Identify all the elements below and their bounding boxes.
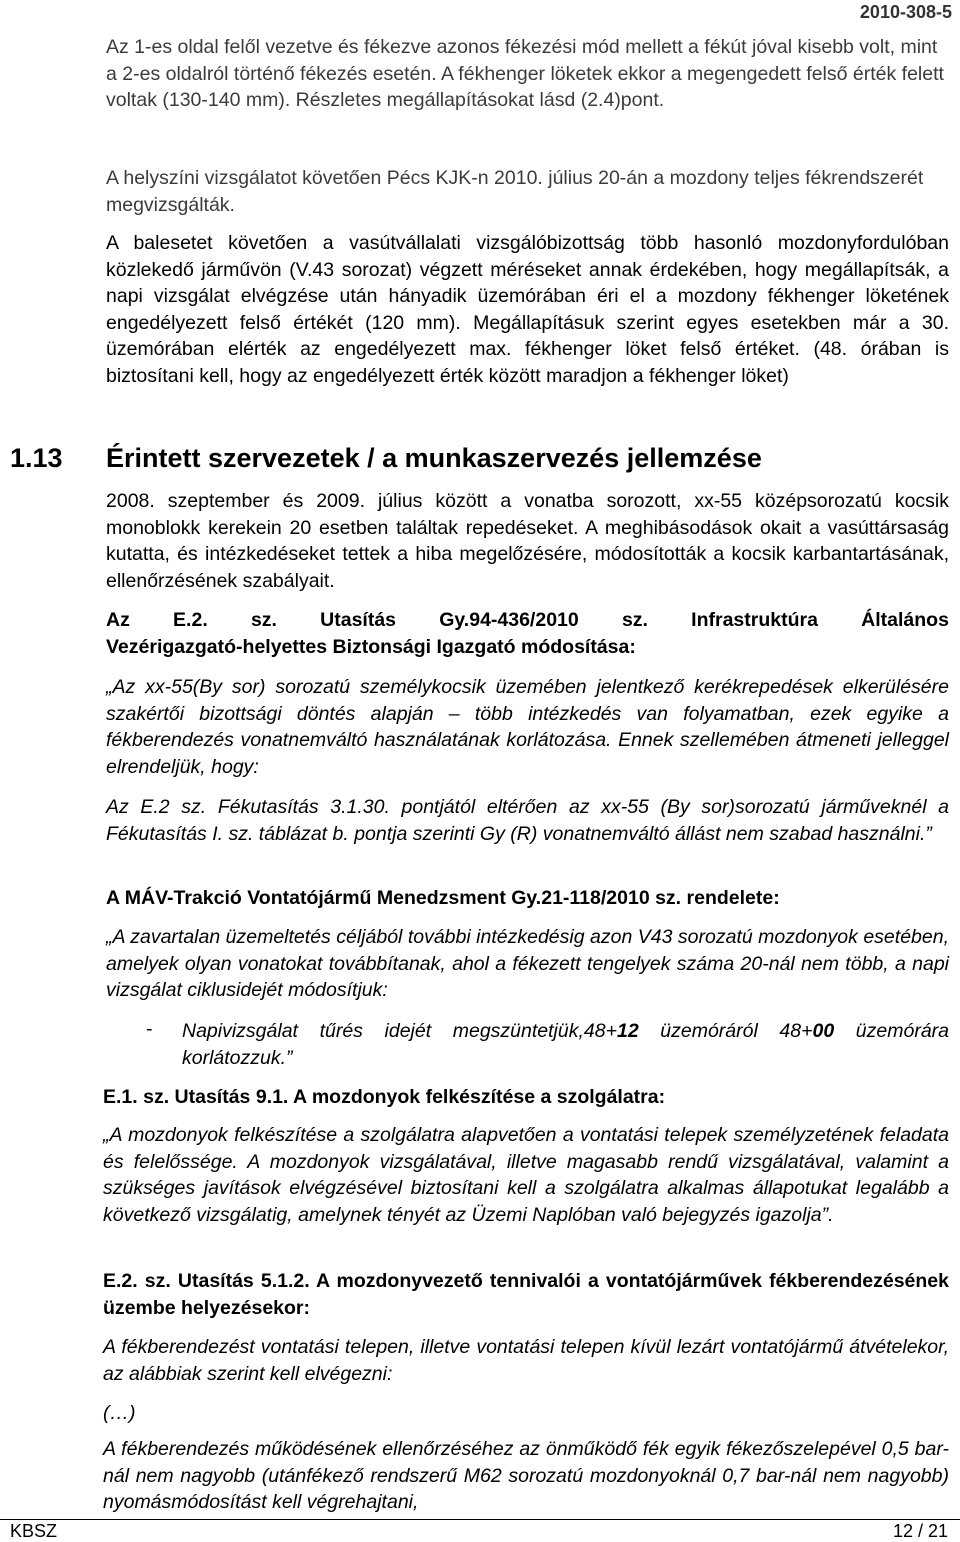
heading-e1-instruction bbox=[103, 1084, 946, 1111]
paragraph-text: Az 1-es oldal felől vezetve és fékezve azonos fékezési mód mellett a fékút jóval kisebb volt, mint a 2-es oldalról történő fékezés esetén. A fékhenger löketek ekkor a megengedett felső érték felett voltak (130-140 mm). Részletes megállapításokat lásd (2.4)pont. bbox=[106, 36, 944, 111]
heading-word: Infrastruktúra bbox=[691, 609, 818, 631]
bullet-bold-value: 00 bbox=[812, 1020, 835, 1042]
bullet-item-inspection-tolerance bbox=[182, 1018, 949, 1071]
section-title: Érintett szervezetek / a munkaszervezés jellemzése bbox=[106, 443, 762, 473]
quote-inspection-cycle bbox=[106, 924, 949, 1004]
page-number: 12 / 21 bbox=[892, 1521, 948, 1541]
heading-word: E.2. bbox=[173, 609, 208, 631]
heading-text: E.2. sz. Utasítás 5.1.2. A mozdonyvezető tennivalói a vontatójárművek fékberendezésének üzembe helyezésekor: bbox=[103, 1270, 949, 1319]
quote-text: A fékberendezést vontatási telepen, illetve vontatási telepen kívül lezárt vontatójármű átvételekor, az alábbiak szerint kell elvégezni: bbox=[103, 1336, 949, 1385]
footer-divider bbox=[0, 1519, 960, 1520]
bullet-text-part: üzemóráról 48+ bbox=[638, 1020, 813, 1042]
quote-text: „Az xx-55(By sor) sorozatú személykocsik üzemében jelentkező kerékrepedések elkerülésére szakértői bizottsági döntés alapján – több intézkedés van folyamatban, ezek egyike a fékberendezés vonatnemváltó használatának korlátozása. Ennek szellemében átmeneti jelleggel elrendeljük, hogy: bbox=[106, 676, 949, 778]
quote-text: „A mozdonyok felkészítése a szolgálatra alapvetően a vontatási telepek személyzetének feladata és felelőssége. A mozdonyok vizsgálatával, illetve magasabb rendű vizsgálatával, valamint a szükséges javítások elvégzésével biztosítani kell a szolgálatra alkalmas állapotukat legalább a következő vizsgálatig, amelynek tényét az Üzemi Naplóban való bejegyzés igazolja”. bbox=[103, 1124, 949, 1226]
section-number: 1.13 bbox=[10, 443, 63, 473]
heading-word: Az bbox=[106, 609, 130, 631]
quote-brake-check bbox=[103, 1436, 949, 1516]
heading-word: Gy.94-436/2010 bbox=[439, 609, 579, 631]
heading-text: E.1. sz. Utasítás 9.1. A mozdonyok felkészítése a szolgálatra: bbox=[103, 1086, 666, 1108]
paragraph-brake-distance bbox=[106, 34, 949, 114]
heading-word: sz. bbox=[621, 609, 648, 631]
quote-wheel-crack-order bbox=[106, 674, 949, 780]
paragraph-text: 2008. szeptember és 2009. július között a vonatba sorozott, xx-55 középsorozatú kocsik monoblokk kerekein 20 esetben találtak repedéseket. A meghibásodások okait a vasúttársaság kutatta, és intézkedéseket tettek a hiba megelőzésére, módosították a kocsik karbantartásának, ellenőrzésének szabályait. bbox=[106, 490, 949, 592]
heading-e2-driver-duties bbox=[103, 1268, 949, 1321]
heading-word: Utasítás bbox=[320, 609, 397, 631]
heading-mav-trakcio-order bbox=[106, 885, 949, 912]
heading-line-1 bbox=[106, 607, 949, 634]
heading-word: sz. bbox=[250, 609, 277, 631]
quote-brake-setup bbox=[103, 1334, 949, 1387]
heading-e2-instruction bbox=[106, 607, 949, 660]
paragraph-text: A balesetet követően a vasútvállalati vizsgálóbizottság több hasonló mozdonyfordulóban közlekedő járművön (V.43 sorozat) végzett méréseket annak érdekében, hogy megállapítsák, a napi vizsgálat elvégzése után hányadik üzemórában éri el a mozdony fékhenger löketének engedélyezett felső értékét (120 mm). Megállapításuk szerint egyes esetekben már a 30. üzemórában elérték az engedélyezett max. fékhenger löket felső értéket. (48. órában is biztosítani kell, hogy az engedélyezett érték között maradjon a fékhenger löket) bbox=[106, 232, 949, 387]
paragraph-committee-measurements bbox=[106, 230, 949, 389]
quote-text: „A zavartalan üzemeltetés céljából további intézkedésig azon V43 sorozatú mozdonyok esetében, amelyek olyan vonatokat továbbítanak, ahol a fékezett tengelyek száma 20-nál nem több, a napi vizsgálat ciklusidejét módosítjuk: bbox=[106, 926, 949, 1001]
heading-line-2: Vezérigazgató-helyettes Biztonsági Igazgató módosítása: bbox=[106, 635, 636, 658]
document-id: 2010-308-5 bbox=[859, 2, 952, 22]
quote-brake-instruction bbox=[106, 794, 949, 847]
quote-text: Az E.2 sz. Fékutasítás 3.1.30. pontjától eltérően az xx-55 (By sor)sorozatú járműveknél a Fékutasítás I. sz. táblázat b. pontja szerinti Gy (R) vonatnemváltó állást nem szabad használni.” bbox=[106, 796, 949, 845]
bullet-text-part: Napivizsgálat tűrés idejét megszüntetjük,48+ bbox=[182, 1020, 617, 1042]
bullet-bold-value: 12 bbox=[616, 1020, 639, 1042]
ellipsis bbox=[103, 1400, 946, 1427]
heading-text: A MÁV-Trakció Vontatójármű Menedzsment Gy.21-118/2010 sz. rendelete: bbox=[106, 887, 780, 909]
bullet-text bbox=[182, 1018, 949, 1071]
ellipsis-text: (…) bbox=[103, 1402, 136, 1424]
bullet-dash: - bbox=[146, 1018, 153, 1040]
paragraph-wheel-cracks bbox=[106, 488, 949, 594]
footer-org: KBSZ bbox=[10, 1521, 58, 1541]
heading-word: Általános bbox=[861, 609, 949, 631]
paragraph-text: A helyszíni vizsgálatot követően Pécs KJK-n 2010. július 20-án a mozdony teljes fékrendszerét megvizsgálták. bbox=[106, 167, 924, 216]
paragraph-site-inspection bbox=[106, 165, 949, 218]
bullet-text-part: üzemórára korlátozzuk.” bbox=[182, 1020, 950, 1069]
quote-text: A fékberendezés működésének ellenőrzéséhez az önműködő fék egyik fékezőszelepével 0,5 bar-nál nem nagyobb (utánfékező rendszerű M62 sorozatú mozdonyoknál 0,7 bar-nál nem nagyobb) nyomásmódosítást kell végrehajtani, bbox=[103, 1438, 949, 1513]
quote-locomotive-preparation bbox=[103, 1122, 949, 1228]
